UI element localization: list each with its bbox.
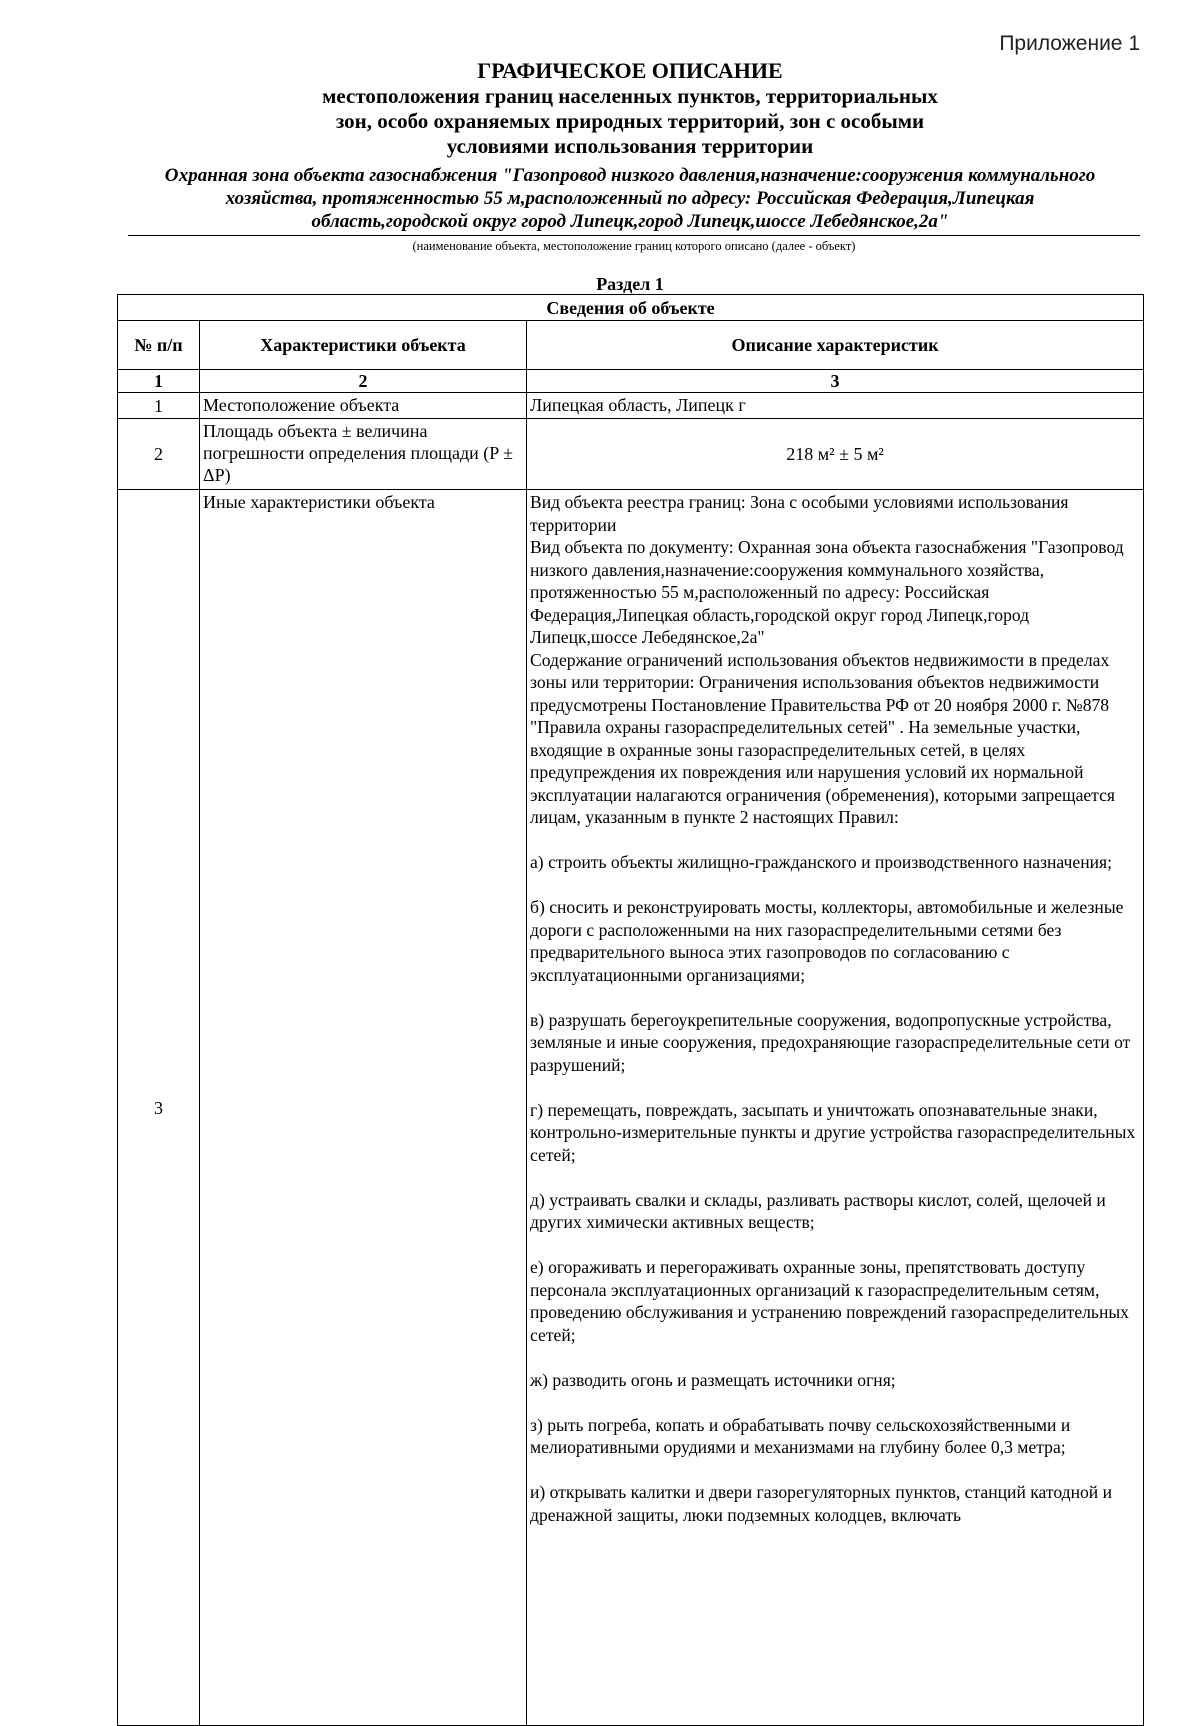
table-caption-row (118, 295, 1144, 321)
paragraph-spacer (530, 874, 1140, 897)
document-subtitle (0, 84, 1200, 159)
row-number: 3 (118, 490, 200, 1726)
description-paragraph: б) сносить и реконструировать мосты, коллекторы, автомобильные и железные дороги с расположенными на них газораспределительными сетями без предварительного выноса этих газопроводов по согласованию с эксплуатационными организациями; (530, 897, 1124, 985)
object-name-line: хозяйства, протяженностью 55 м,расположенный по адресу: Российская Федерация,Липецкая (225, 188, 1035, 209)
column-number-row (118, 370, 1144, 393)
paragraph-spacer (530, 1346, 1140, 1369)
table-header-row (118, 321, 1144, 370)
table-row (118, 419, 1144, 490)
description-paragraph: Вид объекта реестра границ: Зона с особыми условиями использования территории (530, 492, 1069, 535)
description-paragraph: е) огораживать и перегораживать охранные зоны, препятствовать доступу персонала эксплуатационных организаций к газораспределительным сетям, проведению обслуживания и устранению повреждений газораспределительных сетей; (530, 1257, 1129, 1345)
paragraph-spacer (530, 1166, 1140, 1189)
paragraph-spacer (530, 1234, 1140, 1257)
header-num: № п/п (118, 321, 200, 370)
table-caption: Сведения об объекте (118, 295, 1144, 321)
paragraph-spacer (530, 1459, 1140, 1482)
paragraph-spacer (530, 829, 1140, 852)
row-characteristic: Иные характеристики объекта (200, 490, 527, 1726)
object-name-line: область,городской округ город Липецк,город Липецк,шоссе Лебедянское,2а" (311, 211, 949, 232)
object-name-caption: (наименование объекта, местоположение границ которого описано (далее - объект) (412, 239, 856, 253)
column-number: 2 (200, 370, 527, 393)
description-paragraph: в) разрушать берегоукрепительные сооружения, водопропускные устройства, земляные и иные сооружения, предохраняющие газораспределительные сети от разрушений; (530, 1009, 1131, 1075)
description-paragraph: г) перемещать, повреждать, засыпать и уничтожать опознавательные знаки, контрольно-измерительные пункты и другие устройства газораспределительных сетей; (530, 1099, 1136, 1165)
row-description (527, 490, 1144, 1726)
row-number: 1 (118, 393, 200, 419)
header-characteristic: Характеристики объекта (200, 321, 527, 370)
paragraph-spacer (530, 986, 1140, 1009)
description-paragraph: з) рыть погреба, копать и обрабатывать почву сельскохозяйственными и мелиоративными орудиями и механизмами на глубину более 0,3 метра; (530, 1414, 1071, 1457)
appendix-label: Приложение 1 (999, 32, 1140, 55)
document-title: ГРАФИЧЕСКОЕ ОПИСАНИЕ (477, 58, 783, 83)
section-title: Раздел 1 (596, 274, 664, 294)
row-characteristic: Местоположение объекта (200, 393, 527, 419)
object-name-line: Охранная зона объекта газоснабжения "Газопровод низкого давления,назначение:сооружения коммунального (164, 165, 1096, 186)
object-info-table (117, 294, 1144, 1726)
paragraph-spacer (530, 1391, 1140, 1414)
table-row (118, 393, 1144, 419)
subtitle-line: условиями использования территории (446, 134, 814, 158)
description-paragraph: Вид объекта по документу: Охранная зона объекта газоснабжения "Газопровод низкого давления,назначение:сооружения коммунального хозяйства, протяженностью 55 м,расположенный по адресу: Российская Федерация,Липецкая область,городской округ город Липецк,город Липецк,шоссе Лебедянское,2а" (530, 537, 1124, 647)
object-name (118, 164, 1142, 233)
description-paragraph: а) строить объекты жилищно-гражданского и производственного назначения; (530, 852, 1113, 872)
column-number: 3 (527, 370, 1144, 393)
header-description: Описание характеристик (527, 321, 1144, 370)
column-number: 1 (118, 370, 200, 393)
description-paragraph: д) устраивать свалки и склады, разливать растворы кислот, солей, щелочей и других химически активных веществ; (530, 1189, 1106, 1232)
row-characteristic: Площадь объекта ± величина погрешности определения площади (P ± ΔP) (200, 419, 527, 490)
paragraph-spacer (530, 1076, 1140, 1099)
row-description: Липецкая область, Липецк г (527, 393, 1144, 419)
description-paragraph: ж) разводить огонь и размещать источники огня; (530, 1369, 896, 1390)
subtitle-line: зон, особо охраняемых природных территорий, зон с особыми (335, 109, 925, 133)
table-row (118, 490, 1144, 1726)
row-description: 218 м² ± 5 м² (527, 419, 1144, 490)
description-paragraph: и) открывать калитки и двери газорегуляторных пунктов, станций катодной и дренажной защиты, люки подземных колодцев, включать (530, 1482, 1113, 1525)
description-paragraph: Содержание ограничений использования объектов недвижимости в пределах зоны или территории: Ограничения использования объектов недвижимости предусмотрены Постановление Правительства РФ от 20 ноября 2000 г. №878 "Правила охраны газораспределительных сетей" . На земельные участки, входящие в охранные зоны газораспределительных сетей, в целях предупреждения их повреждения или нарушения условий их нормальной эксплуатации налагаются ограничения (обременения), которыми запрещается лицам, указанным в пункте 2 настоящих Правил: (530, 649, 1115, 827)
subtitle-line: местоположения границ населенных пунктов, территориальных (322, 84, 938, 108)
object-name-underline (128, 235, 1140, 236)
row-number: 2 (118, 419, 200, 490)
